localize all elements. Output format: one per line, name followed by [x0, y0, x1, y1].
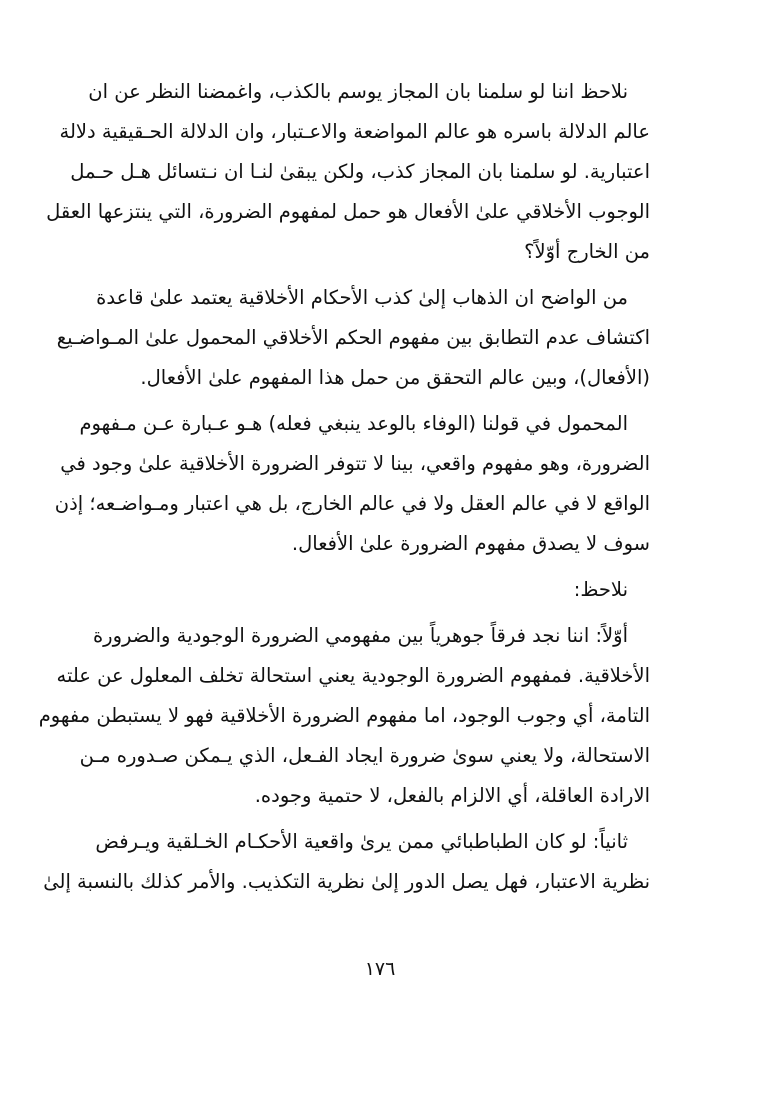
- paragraph-1: [46, 72, 650, 272]
- paragraph-6: [43, 822, 650, 902]
- text-line: اعتبارية. لو سلمنا بان المجاز كذب، ولكن يبقىٰ لنـا ان نـتسائل هـل حـمل: [70, 160, 650, 183]
- text-line: الأخلاقية. فمفهوم الضرورة الوجودية يعني استحالة تخلف المعلول عن علته: [56, 664, 650, 687]
- paragraph-4: [110, 570, 650, 610]
- text-line: الواقع لا في عالم العقل ولا في عالم الخارج، بل هي اعتبار ومـواضـعه؛ إذن: [54, 492, 650, 515]
- text-line: الاستحالة، ولا يعني سوىٰ ضرورة ايجاد الفـعل، الذي يـمكن صـدوره مـن: [79, 744, 650, 767]
- text-line: المحمول في قولنا (الوفاء بالوعد ينبغي فعله) هـو عـبارة عـن مـفهوم: [79, 412, 628, 435]
- text-line: عالم الدلالة باسره هو عالم المواضعة والاعـتبار، وان الدلالة الحـقيقية دلالة: [59, 120, 650, 143]
- text-line: أوّلاً: اننا نجد فرقاً جوهرياً بين مفهومي الضرورة الوجودية والضرورة: [92, 624, 628, 647]
- text-line: ثانياً: لو كان الطباطبائي ممن يرىٰ واقعية الأحكـام الخـلقية ويـرفض: [95, 830, 628, 853]
- book-page-body: [38, 72, 650, 908]
- text-line: نلاحظ:: [573, 578, 628, 601]
- text-line: من الواضح ان الذهاب إلىٰ كذب الأحكام الأخلاقية يعتمد علىٰ قاعدة: [96, 286, 628, 309]
- paragraph-2: [56, 278, 650, 398]
- paragraph-3: [54, 404, 650, 564]
- text-line: نلاحظ اننا لو سلمنا بان المجاز يوسم بالكذب، واغمضنا النظر عن ان: [88, 80, 628, 103]
- text-line: الوجوب الأخلاقي علىٰ الأفعال هو حمل لمفهوم الضرورة، التي ينتزعها العقل: [46, 200, 650, 223]
- text-line: من الخارج أوّلاً؟: [524, 240, 650, 263]
- text-line: الضرورة، وهو مفهوم واقعي، بينا لا تتوفر الضرورة الأخلاقية علىٰ وجود في: [60, 452, 650, 475]
- text-line: نظرية الاعتبار، فهل يصل الدور إلىٰ نظرية التكذيب. والأمر كذلك بالنسبة إلىٰ: [43, 870, 650, 893]
- page-number: ١٧٦: [364, 958, 396, 980]
- text-line: الارادة العاقلة، أي الالزام بالفعل، لا حتمية وجوده.: [254, 784, 650, 807]
- text-line: اكتشاف عدم التطابق بين مفهوم الحكم الأخلاقي المحمول علىٰ المـواضـيع: [56, 326, 650, 349]
- text-line: سوف لا يصدق مفهوم الضرورة علىٰ الأفعال.: [291, 532, 650, 555]
- text-line: (الأفعال)، وبين عالم التحقق من حمل هذا المفهوم علىٰ الأفعال.: [140, 366, 650, 389]
- text-line: التامة، أي وجوب الوجود، اما مفهوم الضرورة الأخلاقية فهو لا يستبطن مفهوم: [38, 704, 650, 727]
- paragraph-5: [38, 616, 650, 816]
